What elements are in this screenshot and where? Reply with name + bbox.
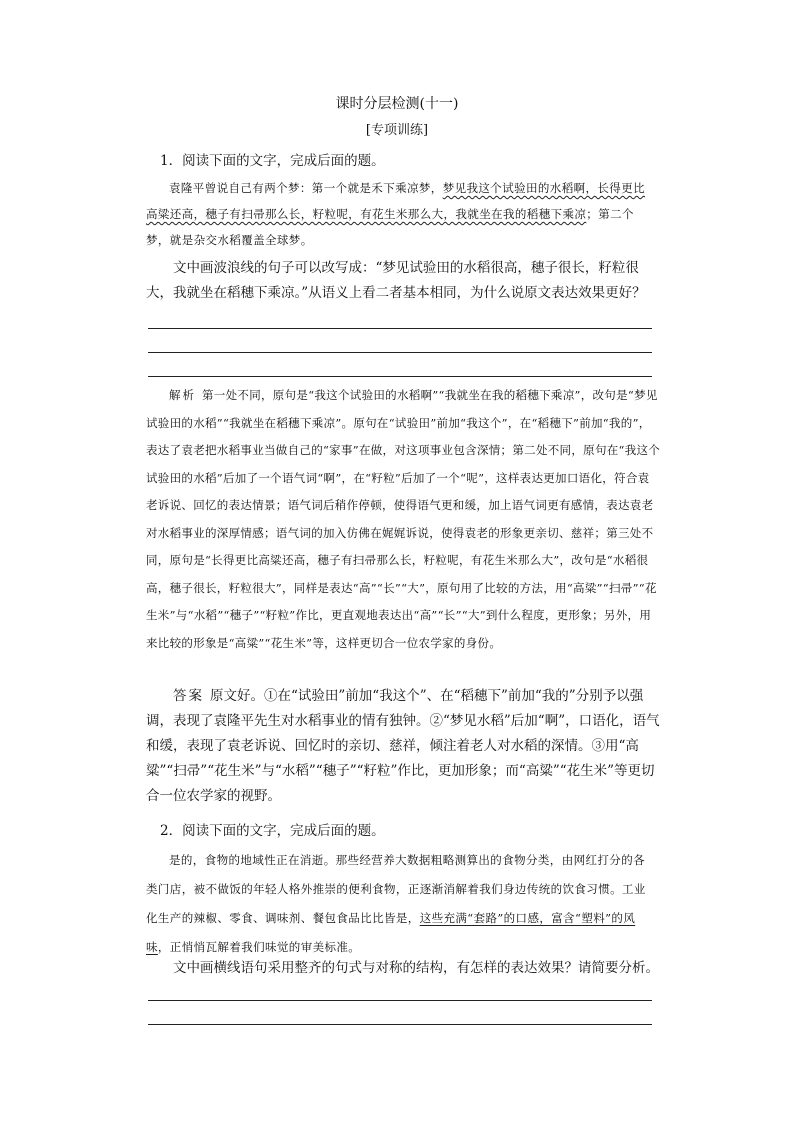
- answer-line[interactable]: [148, 1024, 652, 1025]
- page-subtitle: [专项训练]: [365, 123, 429, 138]
- passage-2-outro: ，正悄悄瓦解着我们味觉的审美标准。: [157, 940, 361, 954]
- question-1-passage: [146, 175, 652, 253]
- question-2-question: 文中画横线语句采用整齐的句式与对称的结构，有怎样的表达效果？请简要分析。: [173, 960, 659, 976]
- question-2-text: [146, 956, 661, 981]
- answer-line[interactable]: [148, 1000, 652, 1001]
- question-2-prompt: [146, 820, 661, 842]
- answer-line[interactable]: [148, 352, 652, 353]
- question-1-prompt-text: 1．阅读下面的文字，完成后面的题。: [160, 153, 385, 169]
- question-1-analysis: [146, 382, 661, 657]
- question-1-answer: [146, 684, 661, 809]
- question-2-prompt-text: 2．阅读下面的文字，完成后面的题。: [160, 823, 385, 839]
- question-1-prompt: [146, 150, 661, 172]
- question-1-question: 文中画波浪线的句子可以改写成：“梦见试验田的水稻很高，穗子很长，籽粒很大，我就坐在稻穗下乘凉。”从语义上看二者基本相同，为什么说原文表达效果更好？: [146, 260, 646, 301]
- question-1-text: [146, 256, 661, 306]
- passage-1-outro: ；第二个梦，就是杂交水稻覆盖全球梦。: [146, 207, 634, 247]
- passage-1-intro: 袁隆平曾说自己有两个梦：第一个就是禾下乘凉梦，: [169, 181, 443, 195]
- answer-line[interactable]: [148, 328, 652, 329]
- answer-line[interactable]: [148, 376, 652, 377]
- analysis-label: 解析: [169, 388, 196, 402]
- passage-2-intro: 是的，食物的地域性正在消逝。那些经营养大数据粗略测算出的食物分类，由网红打分的各类门店，被不做饭的年轻人格外推崇的便利食物，正逐渐消解着我们身边传统的饮食习惯。工业化生产的辣椒、零食、调味剂、餐包食品比比皆是，: [146, 853, 646, 925]
- question-2-passage: [146, 846, 652, 962]
- page-title: 课时分层检测(十一): [335, 96, 459, 112]
- answer-label: 答案: [173, 688, 204, 704]
- answer-text: 原文好。①在“试验田”前加“我这个”、在“稻穗下”前加“我的”分别予以强调，表现了袁隆平先生对水稻事业的情有独钟。②“梦见水稻”后加“啊”，口语化，语气和缓，表现了袁老诉说、回忆时的亲切、慈祥，倾注着老人对水稻的深情。③用“高粱”“扫帚”“花生米”与“水稻”“穗子”“籽粒”作比，更加形象；而“高粱”“花生米”等更切合一位农学家的视野。: [146, 688, 660, 804]
- passage-2-underlined-sentence: 这些充满“套路”的口感，富含“塑料”的风味: [146, 911, 636, 954]
- analysis-text: 第一处不同，原句是“我这个试验田的水稻啊”“我就坐在我的稻穗下乘凉”，改句是“梦见试验田的水稻”“我就坐在稻穗下乘凉”。原句在“试验田”前加“我这个”，在“稻穗下”前加“我的”，表达了袁老把水稻事业当做自己的“家事”在做，对这项事业包含深情；第二处不同，原句在“我这个试验田的水稻”后加了一个语气词“啊”，在“籽粒”后加了一个“呢”，这样表达更加口语化，符合袁老诉说、回忆的表达情景；语气词后稍作停顿，使得语气更和缓，加上语气词更有感情，表达袁老对水稻事业的深厚情感；语气词的加入仿佛在娓娓诉说，使得袁老的形象更亲切、慈祥；第三处不同，原句是“长得更比高粱还高，穗子有扫帚那么长，籽粒呢，有花生米那么大”，改句是“水稻很高，穗子很长，籽粒很大”，同样是表达“高”“长”“大”，原句用了比较的方法，用“高粱”“扫帚”“花生米”与“水稻”“穗子”“籽粒”作比，更直观地表达出“高”“长”“大”到什么程度，更形象；另外，用来比较的形象是“高粱”“花生米”等，这样更切合一位农学家的身份。: [146, 388, 661, 650]
- passage-1-wavy-sentence: 梦见我这个试验田的水稻啊，长得更比高粱还高，穗子有扫帚那么长，籽粒呢，有花生米那么大，我就坐在我的稻穗下乘凉: [146, 181, 646, 221]
